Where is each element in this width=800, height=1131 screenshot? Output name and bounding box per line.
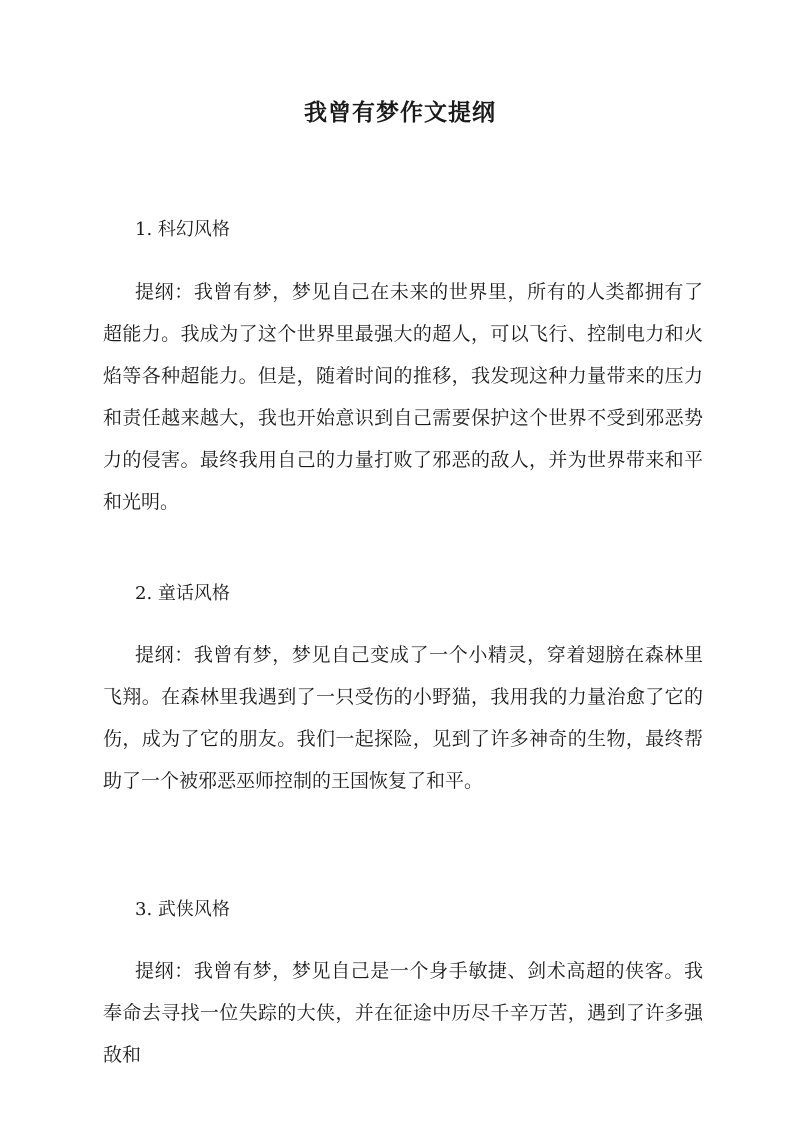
section-paragraph-wuxia: 提纲：我曾有梦，梦见自己是一个身手敏捷、剑术高超的侠客。我奉命去寻找一位失踪的大侠，并在征途中历尽千辛万苦，遇到了许多强敌和 bbox=[103, 960, 703, 1066]
section-heading-fairytale: 2. 童话风格 bbox=[135, 583, 230, 604]
document-title: 我曾有梦作文提纲 bbox=[304, 99, 496, 126]
section-paragraph-scifi: 提纲：我曾有梦，梦见自己在未来的世界里，所有的人类都拥有了超能力。我成为了这个世界里最强大的超人，可以飞行、控制电力和火焰等各种超能力。但是，随着时间的推移，我发现这种力量带来的压力和责任越来越大，我也开始意识到自己需要保护这个世界不受到邪恶势力的侵害。最终我用自己的力量打败了邪恶的敌人，并为世界带来和平和光明。 bbox=[103, 281, 703, 513]
section-paragraph-fairytale: 提纲：我曾有梦，梦见自己变成了一个小精灵，穿着翅膀在森林里飞翔。在森林里我遇到了一只受伤的小野猫，我用我的力量治愈了它的伤，成为了它的朋友。我们一起探险，见到了许多神奇的生物，最终帮助了一个被邪恶巫师控制的王国恢复了和平。 bbox=[103, 644, 703, 792]
section-heading-scifi: 1. 科幻风格 bbox=[135, 219, 230, 240]
section-heading-wuxia: 3. 武侠风格 bbox=[135, 899, 230, 920]
